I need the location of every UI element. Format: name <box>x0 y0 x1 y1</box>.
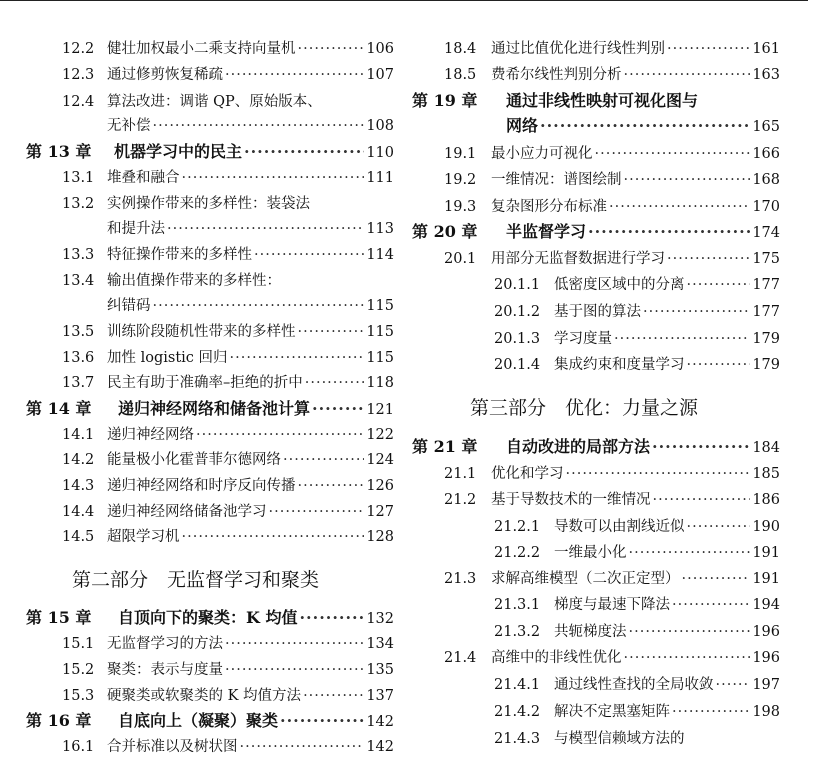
toc-entry-12-2[interactable]: 12.2 健壮加权最小二乘支持向量机 ····· 106 <box>62 40 394 58</box>
toc-entry-21-4-1[interactable]: 21.4.1 通过线性查找的全局收敛 ····· 197 <box>494 676 780 694</box>
toc-entry-13-7[interactable]: 13.7 民主有助于准确率–拒绝的折中 ····· 118 <box>62 374 394 392</box>
toc-entry-16-1[interactable]: 16.1 合并标准以及树状图 ····· 142 <box>62 738 394 756</box>
toc-chapter-19-cont[interactable]: 网络 ····· 165 <box>506 117 780 136</box>
toc-entry-14-3[interactable]: 14.3 递归神经网络和时序反向传播 ····· 126 <box>62 477 394 495</box>
toc-entry-13-5[interactable]: 13.5 训练阶段随机性带来的多样性 ····· 115 <box>62 323 394 341</box>
toc-chapter-16[interactable]: 第 16 章 自底向上（凝聚）聚类 ····· 142 <box>26 712 394 731</box>
toc-chapter-13[interactable]: 第 13 章 机器学习中的民主 ····· 110 <box>26 143 394 162</box>
toc-chapter-19[interactable]: 第 19 章 通过非线性映射可视化图与 <box>412 91 699 110</box>
toc-entry-12-4[interactable]: 12.4 算法改进：调谐 QP、原始版本、 <box>62 94 322 110</box>
toc-entry-21-3[interactable]: 21.3 求解高维模型（二次正定型） ····· 191 <box>444 570 780 588</box>
toc-entry-20-1[interactable]: 20.1 用部分无监督数据进行学习 ····· 175 <box>444 250 780 268</box>
toc-entry-14-1[interactable]: 14.1 递归神经网络 ····· 122 <box>62 426 394 444</box>
toc-entry-14-4[interactable]: 14.4 递归神经网络储备池学习 ····· 127 <box>62 503 394 521</box>
toc-entry-19-1[interactable]: 19.1 最小应力可视化 ····· 166 <box>444 145 780 163</box>
toc-entry-20-1-3[interactable]: 20.1.3 学习度量 ····· 179 <box>494 330 780 348</box>
toc-entry-20-1-4[interactable]: 20.1.4 集成约束和度量学习 ····· 179 <box>494 356 780 374</box>
toc-entry-20-1-2[interactable]: 20.1.2 基于图的算法 ····· 177 <box>494 303 780 321</box>
toc-entry-18-4[interactable]: 18.4 通过比值优化进行线性判别 ····· 161 <box>444 40 780 58</box>
toc-entry-21-4-2[interactable]: 21.4.2 解决不定黑塞矩阵 ····· 198 <box>494 703 780 721</box>
toc-entry-18-5[interactable]: 18.5 费希尔线性判别分析 ····· 163 <box>444 66 780 84</box>
toc-entry-15-1[interactable]: 15.1 无监督学习的方法 ····· 134 <box>62 635 394 653</box>
toc-entry-13-4-cont[interactable]: 纠错码 ····· 115 <box>107 297 394 315</box>
toc-chapter-14[interactable]: 第 14 章 递归神经网络和储备池计算 ····· 121 <box>26 400 394 419</box>
toc-entry-15-3[interactable]: 15.3 硬聚类或软聚类的 K 均值方法 ····· 137 <box>62 687 394 705</box>
toc-entry-13-2-cont[interactable]: 和提升法 ····· 113 <box>107 220 394 238</box>
part-two-heading: 第二部分 无监督学习和聚类 <box>72 569 320 591</box>
toc-entry-21-2-1[interactable]: 21.2.1 导数可以由割线近似 ····· 190 <box>494 518 780 536</box>
toc-entry-21-1[interactable]: 21.1 优化和学习 ····· 185 <box>444 465 780 483</box>
part-three-heading: 第三部分 优化：力量之源 <box>470 397 699 419</box>
toc-entry-13-3[interactable]: 13.3 特征操作带来的多样性 ····· 114 <box>62 246 394 264</box>
toc-entry-19-3[interactable]: 19.3 复杂图形分布标准 ····· 170 <box>444 198 780 216</box>
toc-entry-13-2[interactable]: 13.2 实例操作带来的多样性：装袋法 <box>62 196 310 212</box>
toc-entry-13-1[interactable]: 13.1 堆叠和融合 ····· 111 <box>62 169 394 187</box>
toc-entry-12-4-cont[interactable]: 无补偿 ····· 108 <box>107 117 394 135</box>
toc-entry-21-3-2[interactable]: 21.3.2 共轭梯度法 ····· 196 <box>494 623 780 641</box>
toc-entry-21-4-3[interactable]: 21.4.3 与模型信赖域方法的 <box>494 731 685 747</box>
toc-entry-15-2[interactable]: 15.2 聚类：表示与度量 ····· 135 <box>62 661 394 679</box>
toc-entry-14-5[interactable]: 14.5 超限学习机 ····· 128 <box>62 528 394 546</box>
toc-entry-19-2[interactable]: 19.2 一维情况：谱图绘制 ····· 168 <box>444 171 780 189</box>
toc-entry-20-1-1[interactable]: 20.1.1 低密度区域中的分离 ····· 177 <box>494 276 780 294</box>
toc-chapter-20[interactable]: 第 20 章 半监督学习 ····· 174 <box>412 223 780 242</box>
toc-entry-21-2[interactable]: 21.2 基于导数技术的一维情况 ····· 186 <box>444 491 780 509</box>
toc-entry-12-3[interactable]: 12.3 通过修剪恢复稀疏 ····· 107 <box>62 66 394 84</box>
toc-chapter-15[interactable]: 第 15 章 自顶向下的聚类：K 均值 ····· 132 <box>26 609 394 628</box>
toc-entry-13-4[interactable]: 13.4 输出值操作带来的多样性： <box>62 273 281 289</box>
toc-entry-21-2-2[interactable]: 21.2.2 一维最小化 ····· 191 <box>494 544 780 562</box>
toc-entry-21-3-1[interactable]: 21.3.1 梯度与最速下降法 ····· 194 <box>494 596 780 614</box>
top-rule <box>0 0 808 1</box>
toc-entry-13-6[interactable]: 13.6 加性 logistic 回归 ····· 115 <box>62 349 394 367</box>
toc-entry-14-2[interactable]: 14.2 能量极小化霍普菲尔德网络 ····· 124 <box>62 451 394 469</box>
toc-chapter-21[interactable]: 第 21 章 自动改进的局部方法 ····· 184 <box>412 438 780 457</box>
toc-entry-21-4[interactable]: 21.4 高维中的非线性优化 ····· 196 <box>444 649 780 667</box>
